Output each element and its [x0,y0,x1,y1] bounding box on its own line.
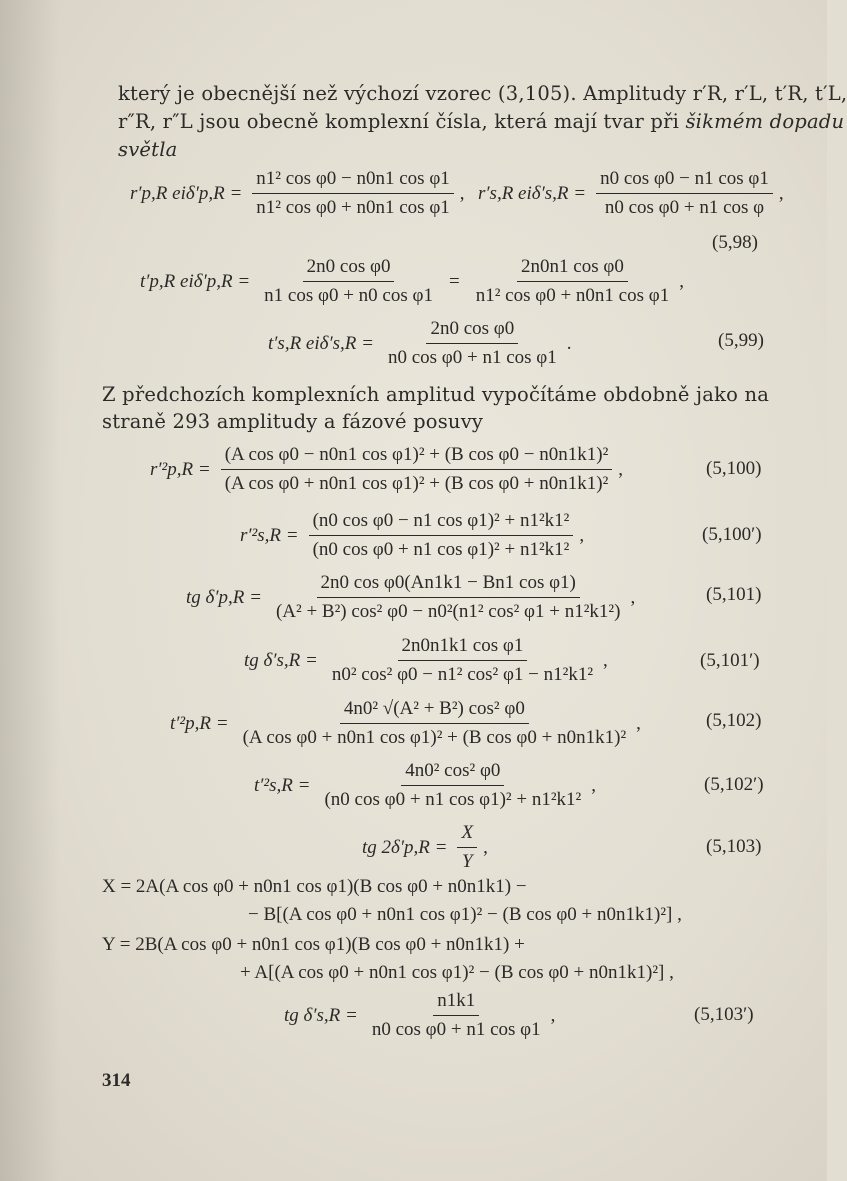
numerator: n0 cos φ0 − n1 cos φ1 [596,168,773,194]
equation-5-101 [186,572,635,623]
equation-lhs: t′²p,R = [170,712,229,734]
equation-lhs: r′s,R eiδ′s,R = [478,182,587,204]
x-definition-line-1: X = 2A(A cos φ0 + n0n1 cos φ1)(B cos φ0 + n0n1k1) − [102,876,527,897]
denominator: (A² + B²) cos² φ0 − n0²(n1² cos² φ1 + n1²k1²) [275,601,621,622]
comma: , [579,524,585,546]
comma: , [483,836,488,858]
paragraph-1-line-3: světla [118,138,178,161]
equation-lhs: r′²s,R = [240,524,299,546]
equation-5-98b [478,168,784,219]
equation-number-5-103-prime: (5,103′) [694,1004,754,1025]
numerator: n1² cos φ0 − n0n1 cos φ1 [252,168,454,194]
y-definition-line-2: + A[(A cos φ0 + n0n1 cos φ1)² − (B cos φ0 + n0n1k1)²] , [240,962,674,983]
denominator: n0 cos φ0 + n1 cos φ [604,197,765,218]
paragraph-1-line-2 [118,110,844,133]
numerator: 2n0 cos φ0(An1k1 − Bn1 cos φ1) [317,572,580,598]
comma: , [778,182,784,204]
period: . [566,332,572,354]
equation-5-102 [170,698,641,749]
fraction [239,698,631,749]
fraction [272,572,625,623]
equation-lhs: t′p,R eiδ′p,R = [140,270,251,292]
equation-5-102-prime [254,760,596,811]
equation-lhs: r′²p,R = [150,458,211,480]
equation-lhs: tg δ′p,R = [186,586,262,608]
equation-number-5-101-prime: (5,101′) [700,650,760,671]
equation-number-5-100: (5,100) [706,458,762,479]
fraction [309,510,574,561]
comma: , [630,586,636,608]
denominator: (n0 cos φ0 + n1 cos φ1)² + n1²k1² [324,789,582,810]
denominator: n0 cos φ0 + n1 cos φ1 [371,1019,541,1040]
paragraph-1-line-2-text: r″R, r″L jsou obecně komplexní čísla, která mají tvar při [118,110,686,133]
equals-sign: = [448,270,460,292]
comma: , [679,270,684,292]
numerator: 2n0n1k1 cos φ1 [398,635,528,661]
equation-number-5-99: (5,99) [718,330,764,351]
y-definition-line-1: Y = 2B(A cos φ0 + n0n1 cos φ1)(B cos φ0 + n0n1k1) + [102,934,525,955]
equation-5-101-prime [244,635,608,686]
equation-5-100-prime [240,510,584,561]
fraction [472,256,674,307]
fraction [457,822,477,873]
equation-5-98a [130,168,465,219]
equation-lhs: t′²s,R = [254,774,311,796]
equation-5-99b [268,318,572,369]
equation-lhs: tg 2δ′p,R = [362,836,448,858]
equation-number-5-102: (5,102) [706,710,762,731]
equation-5-103-prime [284,990,555,1041]
denominator: (n0 cos φ0 + n1 cos φ1)² + n1²k1² [312,539,570,560]
numerator: 2n0 cos φ0 [426,318,518,344]
equation-number-5-102-prime: (5,102′) [704,774,764,795]
fraction [221,444,613,495]
comma: , [636,712,641,734]
denominator: Y [461,851,473,872]
equation-5-103 [362,822,488,873]
equation-lhs: r′p,R eiδ′p,R = [130,182,243,204]
equation-5-100 [150,444,623,495]
equation-lhs: tg δ′s,R = [244,649,318,671]
page-number: 314 [102,1070,131,1091]
comma: , [618,458,624,480]
fraction [252,168,454,219]
comma: , [603,649,608,671]
equation-lhs: tg δ′s,R = [284,1004,358,1026]
denominator: n1 cos φ0 + n0 cos φ1 [264,285,433,306]
denominator: (A cos φ0 + n0n1 cos φ1)² + (B cos φ0 + n0n1k1)² [224,473,609,494]
numerator: (n0 cos φ0 − n1 cos φ1)² + n1²k1² [309,510,574,536]
fraction [596,168,773,219]
denominator: n0² cos² φ0 − n1² cos² φ1 − n1²k1² [331,664,594,685]
fraction [328,635,597,686]
equation-5-99a [140,256,684,307]
comma: , [550,1004,556,1026]
comma: , [591,774,596,796]
x-definition-line-2: − B[(A cos φ0 + n0n1 cos φ1)² − (B cos φ0 + n0n1k1)²] , [248,904,682,925]
denominator: n1² cos φ0 + n0n1 cos φ1 [475,285,670,306]
comma: , [459,182,465,204]
paragraph-2-line-1: Z předchozích komplexních amplitud vypočítáme obdobně jako na [102,383,770,406]
numerator: (A cos φ0 − n0n1 cos φ1)² + (B cos φ0 − n0n1k1)² [221,444,613,470]
equation-lhs: t′s,R eiδ′s,R = [268,332,374,354]
numerator: 2n0 cos φ0 [303,256,395,282]
fraction [368,990,545,1041]
fraction [384,318,561,369]
equation-number-5-103: (5,103) [706,836,762,857]
numerator: n1k1 [433,990,479,1016]
paragraph-2-line-2: straně 293 amplitudy a fázové posuvy [102,410,484,433]
equation-number-5-101: (5,101) [706,584,762,605]
numerator: X [457,822,477,848]
numerator: 2n0n1 cos φ0 [517,256,628,282]
equation-number-5-100-prime: (5,100′) [702,524,762,545]
paragraph-1-italic-phrase: šikmém dopadu [685,110,845,133]
numerator: 4n0² √(A² + B²) cos² φ0 [340,698,529,724]
numerator: 4n0² cos² φ0 [401,760,504,786]
equation-number-5-98: (5,98) [712,232,758,253]
fraction [320,760,585,811]
denominator: (A cos φ0 + n0n1 cos φ1)² + (B cos φ0 + n0n1k1)² [242,727,627,748]
denominator: n1² cos φ0 + n0n1 cos φ1 [256,197,450,218]
fraction [260,256,437,307]
denominator: n0 cos φ0 + n1 cos φ1 [387,347,557,368]
paragraph-1-line-1: který je obecnější než výchozí vzorec (3,105). Amplitudy r′R, r′L, t′R, t′L, [118,82,847,105]
